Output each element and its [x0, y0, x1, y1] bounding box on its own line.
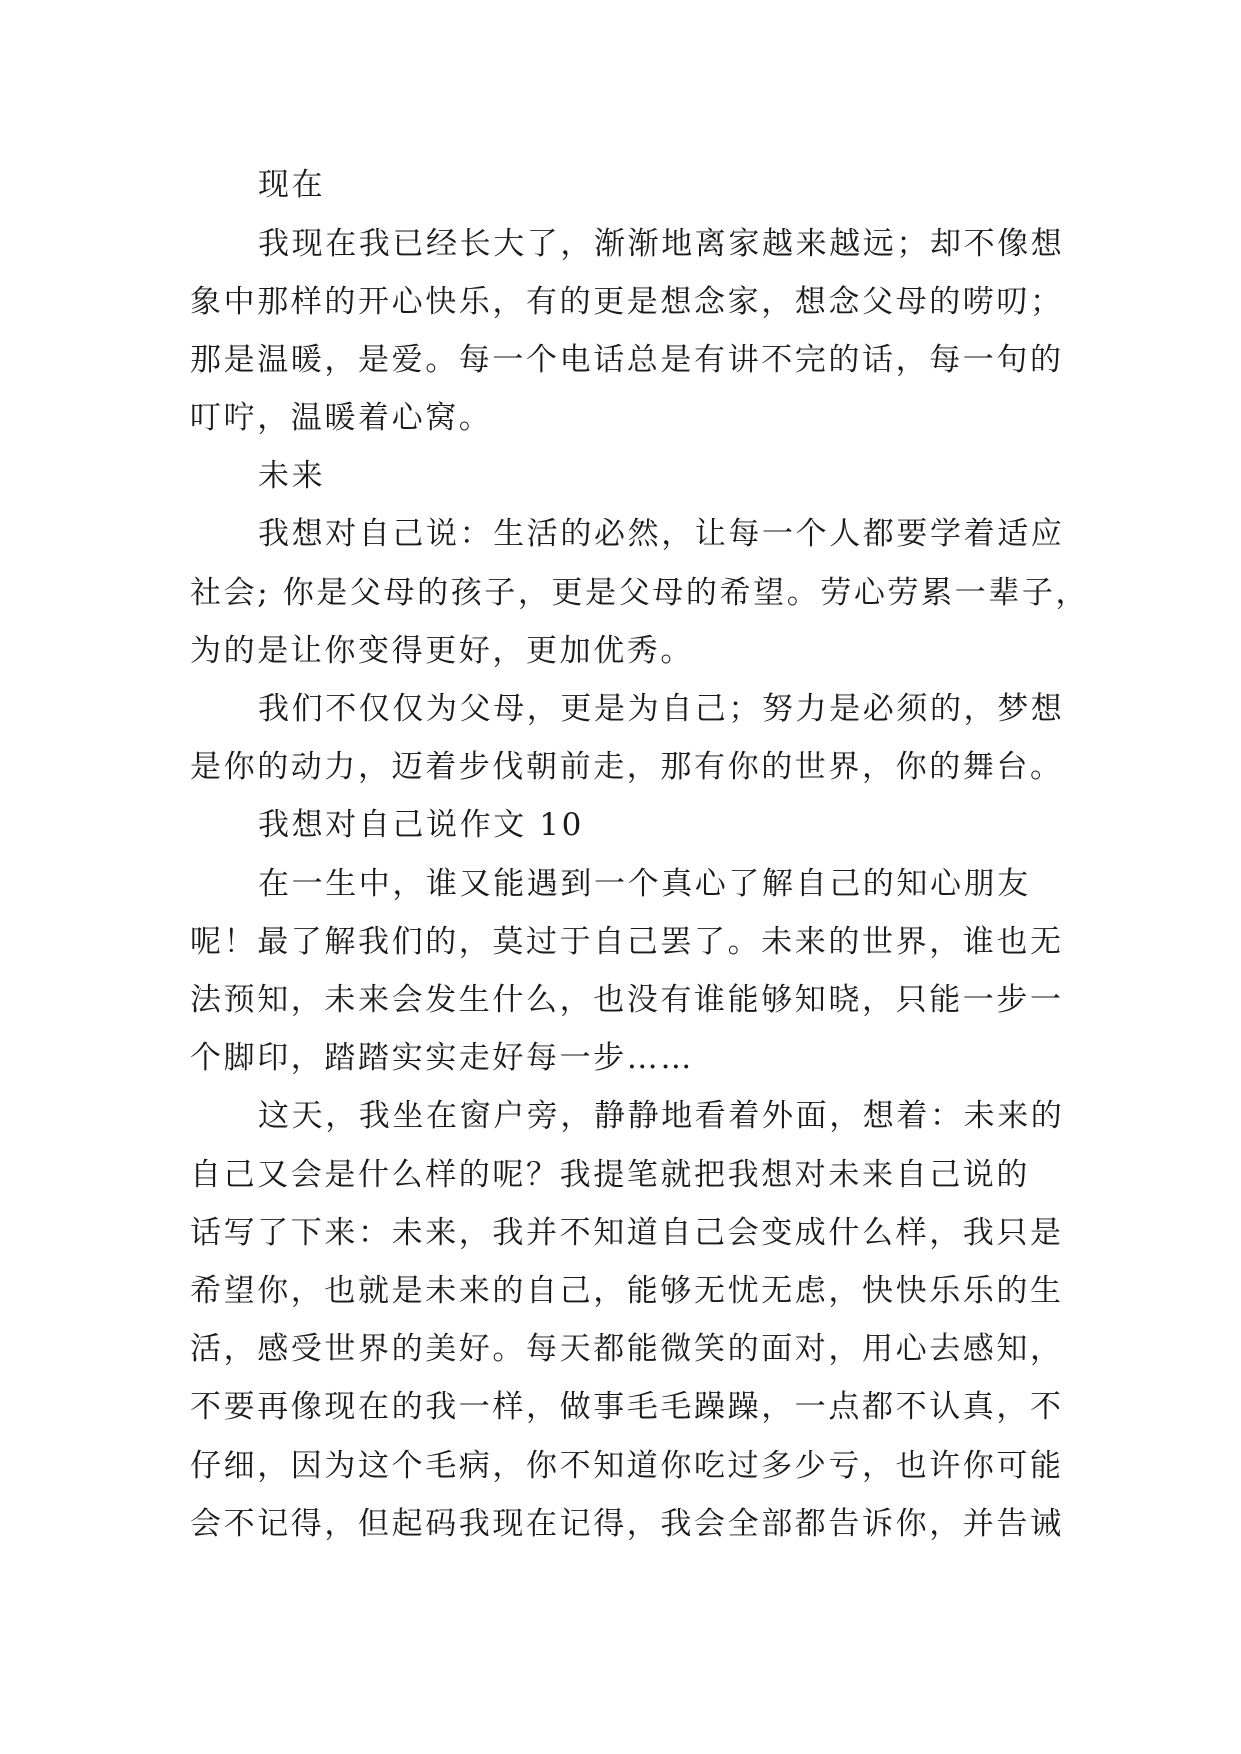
paragraph-line: 法预知，未来会发生什么，也没有谁能够知晓，只能一步一	[190, 982, 1064, 1018]
paragraph-line: 是你的动力，迈着步伐朝前走，那有你的世界，你的舞台。	[190, 749, 1064, 785]
paragraph-line: 会不记得，但起码我现在记得，我会全部都告诉你，并告诫	[190, 1506, 1064, 1542]
section-heading-now: 现在	[258, 167, 326, 203]
essay-title: 我想对自己说作文 10	[258, 807, 584, 843]
paragraph-line: 呢！最了解我们的，莫过于自己罢了。未来的世界，谁也无	[190, 924, 1064, 960]
paragraph-line: 希望你，也就是未来的自己，能够无忧无虑，快快乐乐的生	[190, 1273, 1064, 1309]
paragraph-line: 我们不仅仅为父母，更是为自己；努力是必须的，梦想	[258, 691, 1065, 727]
paragraph-line: 我想对自己说：生活的必然，让每一个人都要学着适应	[258, 516, 1065, 552]
section-heading-future: 未来	[258, 458, 326, 494]
paragraph-line: 叮咛，温暖着心窝。	[190, 400, 493, 436]
paragraph-line: 不要再像现在的我一样，做事毛毛躁躁，一点都不认真，不	[190, 1389, 1064, 1425]
paragraph-line: 个脚印，踏踏实实走好每一步……	[190, 1040, 694, 1076]
paragraph-line: 活，感受世界的美好。每天都能微笑的面对，用心去感知，	[190, 1331, 1064, 1367]
paragraph-line: 这天，我坐在窗户旁，静静地看着外面，想着：未来的	[258, 1098, 1065, 1134]
paragraph-line: 话写了下来：未来，我并不知道自己会变成什么样，我只是	[190, 1215, 1064, 1251]
paragraph-line: 我现在我已经长大了，渐渐地离家越来越远；却不像想	[258, 226, 1065, 262]
paragraph-line: 在一生中，谁又能遇到一个真心了解自己的知心朋友	[258, 866, 1031, 902]
paragraph-line: 那是温暖，是爱。每一个电话总是有讲不完的话，每一句的	[190, 342, 1064, 378]
paragraph-line: 仔细，因为这个毛病，你不知道你吃过多少亏，也许你可能	[190, 1448, 1064, 1484]
paragraph-line: 为的是让你变得更好，更加优秀。	[190, 633, 694, 669]
paragraph-line: 象中那样的开心快乐，有的更是想念家，想念父母的唠叨；	[190, 284, 1064, 320]
paragraph-line: 自己又会是什么样的呢？我提笔就把我想对未来自己说的	[190, 1157, 1030, 1193]
paragraph-line: 社会; 你是父母的孩子，更是父母的希望。劳心劳累一辈子，	[190, 575, 1090, 611]
